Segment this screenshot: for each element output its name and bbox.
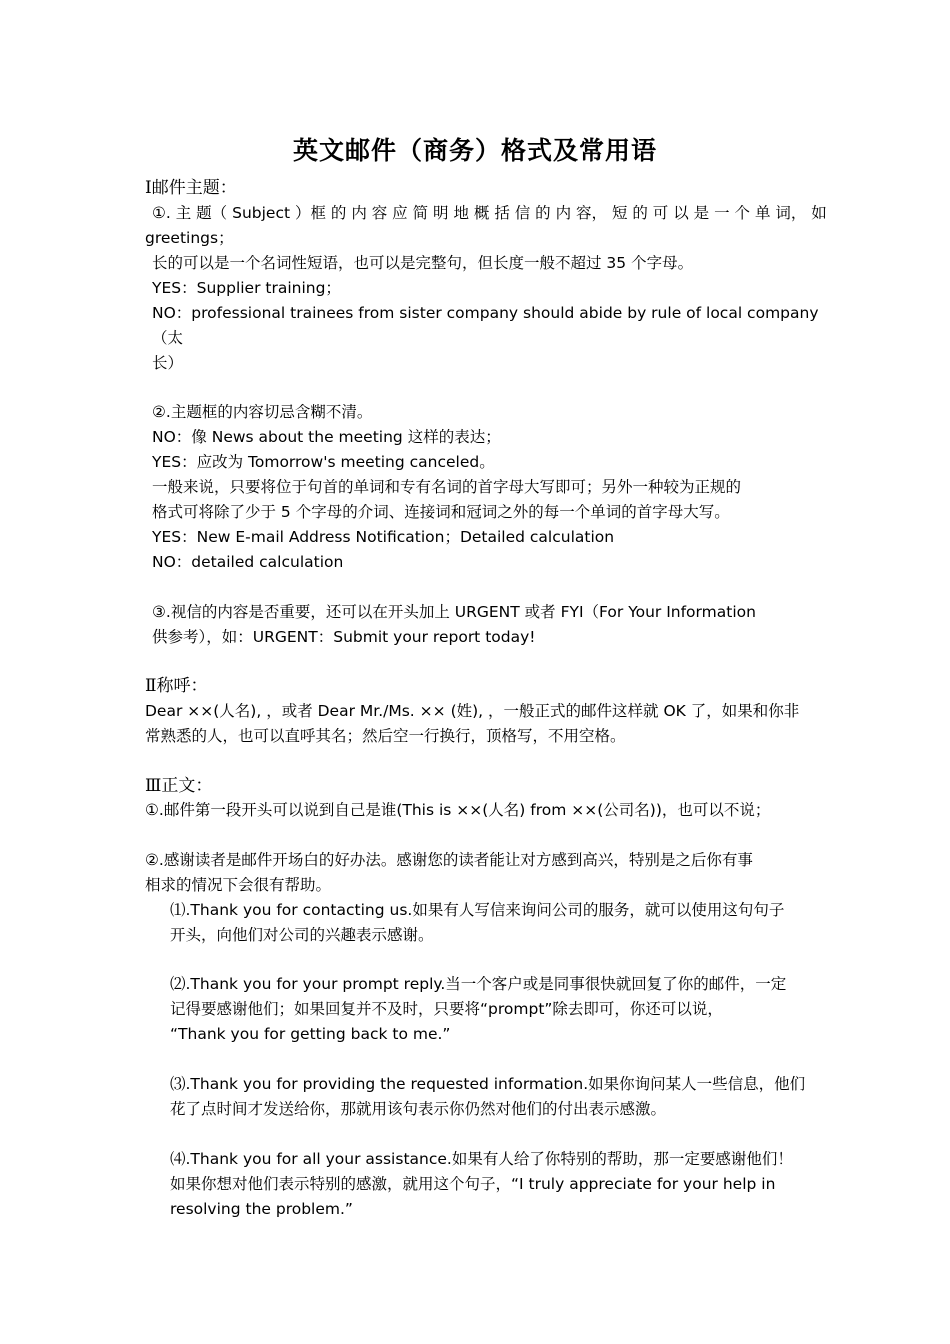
example-yes-line: YES：应改为 Tomorrow's meeting canceled。 xyxy=(152,453,495,471)
list-item-line: resolving the problem.” xyxy=(170,1200,353,1218)
paragraph-line: Dear ××(人名), ，或者 Dear Mr./Ms. ×× (姓), ，一般正式的邮件这样就 OK 了，如果和你非 xyxy=(145,702,800,720)
list-item-line: “Thank you for getting back to me.” xyxy=(170,1025,451,1043)
paragraph-line: greetings； xyxy=(145,229,234,247)
paragraph-line: 格式可将除了少于 5 个字母的介词、连接词和冠词之外的每一个单词的首字母大写。 xyxy=(152,503,730,521)
list-item-line: ⑶.Thank you for providing the requested information.如果你询问某人一些信息，他们 xyxy=(170,1075,806,1093)
example-yes-line: YES：New E-mail Address Notification；Detailed calculation xyxy=(152,528,615,546)
paragraph-line: ①.邮件第一段开头可以说到自己是谁(This is ××(人名) from ××(公司名))，也可以不说； xyxy=(145,801,771,819)
example-yes-line: YES：Supplier training； xyxy=(152,279,341,297)
section-heading-salutation: Ⅱ称呼： xyxy=(145,676,208,696)
list-item-line: 记得要感谢他们；如果回复并不及时，只要将“prompt”除去即可，你还可以说， xyxy=(170,1000,723,1018)
paragraph-line: 供参考），如：URGENT：Submit your report today! xyxy=(152,628,536,646)
paragraph-line: ②.感谢读者是邮件开场白的好办法。感谢您的读者能让对方感到高兴，特别是之后你有事 xyxy=(145,851,753,869)
paragraph-line: 常熟悉的人，也可以直呼其名；然后空一行换行，顶格写，不用空格。 xyxy=(145,727,626,745)
paragraph-line: 一般来说，只要将位于句首的单词和专有名词的首字母大写即可；另外一种较为正规的 xyxy=(152,478,742,496)
paragraph-line: ③.视信的内容是否重要，还可以在开头加上 URGENT 或者 FYI（For Your Information xyxy=(152,603,756,621)
paragraph-line: 长的可以是一个名词性短语，也可以是完整句，但长度一般不超过 35 个字母。 xyxy=(152,254,694,272)
example-no-line: NO：像 News about the meeting 这样的表达； xyxy=(152,428,501,446)
paragraph-line: 相求的情况下会很有帮助。 xyxy=(145,876,332,894)
paragraph-line: 长） xyxy=(152,354,184,372)
list-item-line: ⑵.Thank you for your prompt reply.当一个客户或是同事很快就回复了你的邮件，一定 xyxy=(170,975,787,993)
paragraph-line: ①. 主 题（ Subject ）框 的 内 容 应 简 明 地 概 括 信 的 内 容， 短 的 可 以 是 一 个 单 词， 如 xyxy=(152,204,827,222)
list-item-line: 花了点时间才发送给你，那就用该句表示你仍然对他们的付出表示感激。 xyxy=(170,1100,667,1118)
paragraph-line: ②.主题框的内容切忌含糊不清。 xyxy=(152,403,373,421)
section-heading-subject: Ⅰ邮件主题： xyxy=(145,178,237,198)
list-item-line: ⑷.Thank you for all your assistance.如果有人给了你特别的帮助，那一定要感谢他们！ xyxy=(170,1150,793,1168)
list-item-line: 如果你想对他们表示特别的感激，就用这个句子，“I truly appreciate for your help in xyxy=(170,1175,776,1193)
list-item-line: ⑴.Thank you for contacting us.如果有人写信来询问公司的服务，就可以使用这句句子 xyxy=(170,901,785,919)
section-heading-body: Ⅲ正文： xyxy=(145,776,213,796)
list-item-line: 开头，向他们对公司的兴趣表示感谢。 xyxy=(170,926,434,944)
example-no-line: NO：professional trainees from sister company should abide by rule of local company xyxy=(152,304,819,322)
example-no-line: NO：detailed calculation xyxy=(152,553,344,571)
document-title: 英文邮件（商务）格式及常用语 xyxy=(292,136,657,165)
paragraph-line: （太 xyxy=(152,329,184,347)
